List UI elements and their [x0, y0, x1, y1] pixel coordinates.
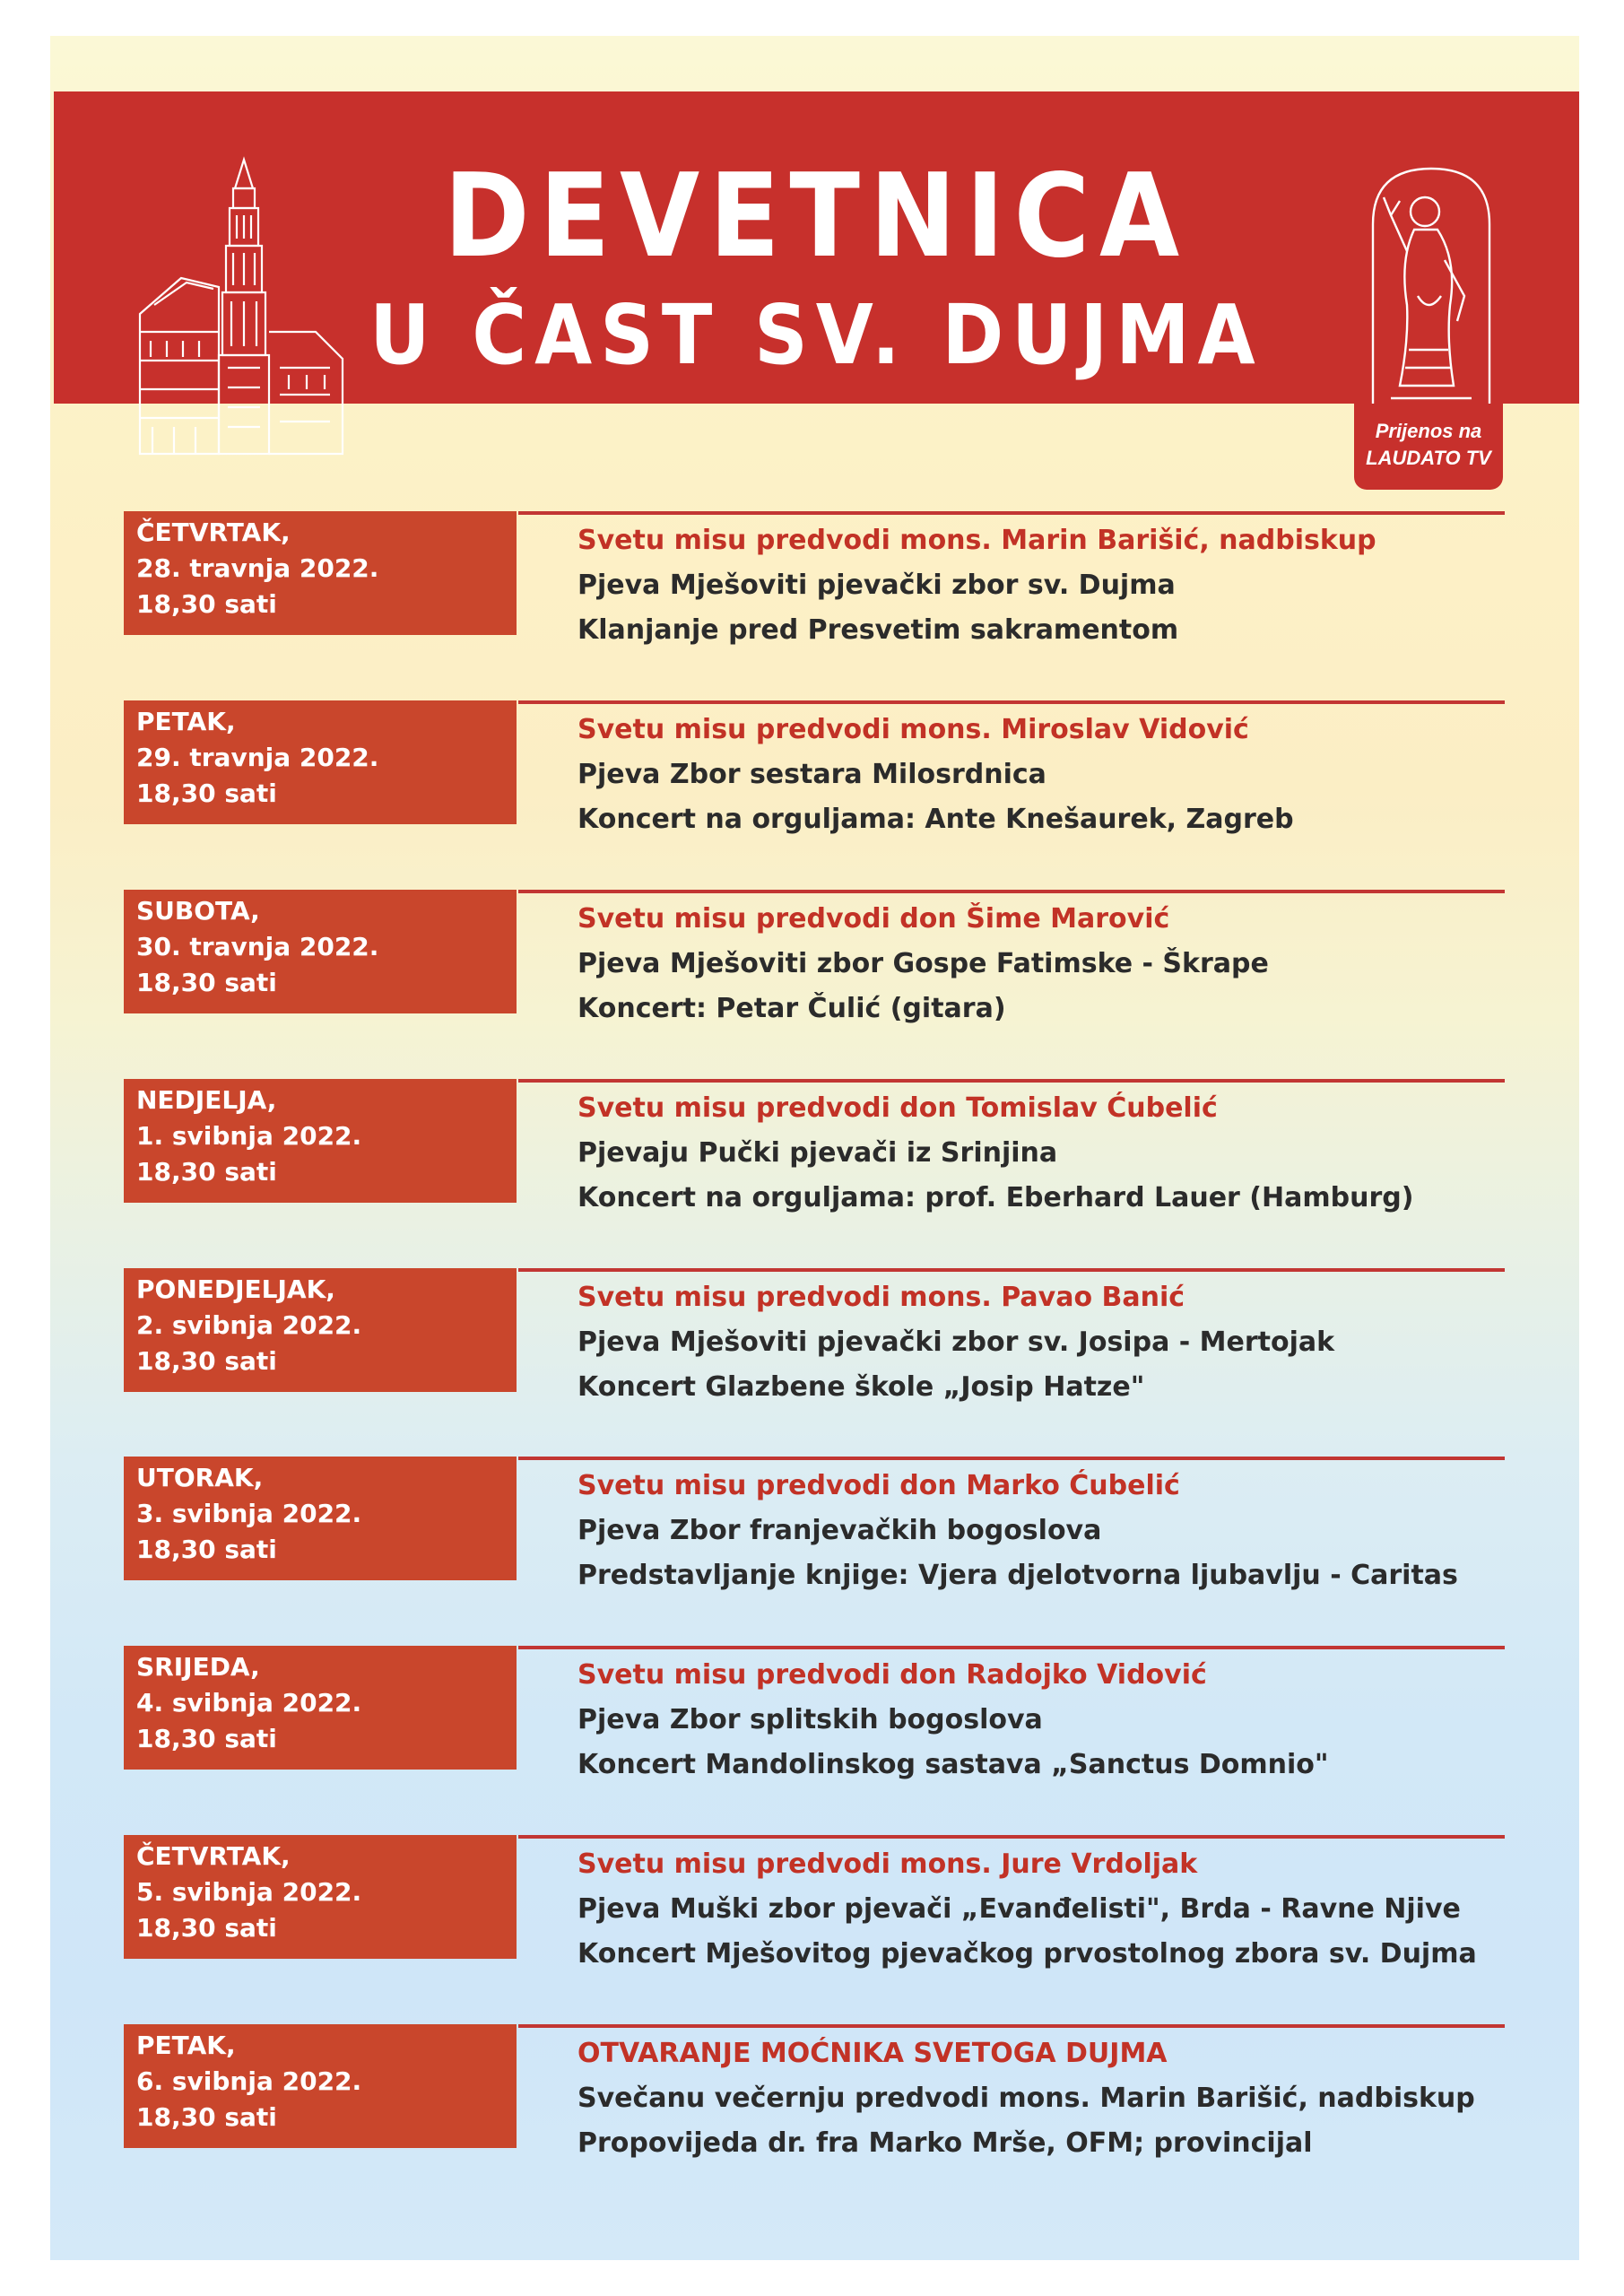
time-label: 18,30 sati — [136, 1724, 277, 1753]
date-box — [124, 700, 517, 824]
day-label: PETAK, — [136, 2031, 236, 2060]
divider-line — [518, 1835, 1505, 1839]
day-label: SRIJEDA, — [136, 1652, 260, 1682]
broadcast-line-1: Prijenos na — [1375, 420, 1482, 442]
schedule-row-7 — [50, 1646, 1579, 1798]
extra-line: Koncert Mješovitog pjevačkog prvostolnog zbora sv. Dujma — [578, 1938, 1477, 1970]
time-label: 18,30 sati — [136, 778, 277, 808]
date-label: 30. travnja 2022. — [136, 932, 379, 961]
celebrant-line: Svetu misu predvodi don Radojko Vidović — [578, 1659, 1207, 1691]
title-u-cast-sv-dujma: U ČAST SV. DUJMA — [369, 287, 1264, 383]
divider-line — [518, 1079, 1505, 1083]
date-label: 4. svibnja 2022. — [136, 1688, 362, 1718]
extra-line: Predstavljanje knjige: Vjera djelotvorna ljubavlju - Caritas — [578, 1560, 1458, 1591]
day-label: NEDJELJA, — [136, 1085, 277, 1115]
divider-line — [518, 2024, 1505, 2028]
broadcast-line-2: LAUDATO TV — [1366, 447, 1491, 469]
event-details — [578, 1842, 1564, 1977]
celebrant-line: Svetu misu predvodi mons. Miroslav Vidović — [578, 714, 1249, 745]
time-label: 18,30 sati — [136, 1913, 277, 1943]
event-details — [578, 518, 1564, 653]
divider-line — [518, 1268, 1505, 1272]
day-label: PETAK, — [136, 707, 236, 736]
celebrant-line: OTVARANJE MOĆNIKA SVETOGA DUJMA — [578, 2038, 1168, 2069]
choir-line: Pjevaju Pučki pjevači iz Srinjina — [578, 1137, 1058, 1169]
divider-line — [518, 511, 1505, 515]
choir-line: Pjeva Mješoviti pjevački zbor sv. Josipa - Mertojak — [578, 1326, 1335, 1358]
extra-line: Koncert Mandolinskog sastava „Sanctus Domnio" — [578, 1749, 1329, 1780]
choir-line: Svečanu večernju predvodi mons. Marin Barišić, nadbiskup — [578, 2083, 1475, 2114]
title-devetnica: DEVETNICA — [444, 150, 1189, 283]
extra-line: Koncert na orguljama: Ante Knešaurek, Zagreb — [578, 804, 1294, 835]
date-box — [124, 1079, 517, 1203]
extra-line: Koncert Glazbene škole „Josip Hatze" — [578, 1371, 1145, 1403]
date-label: 29. travnja 2022. — [136, 743, 379, 772]
time-label: 18,30 sati — [136, 1346, 277, 1376]
choir-line: Pjeva Muški zbor pjevači „Evanđelisti", Brda - Ravne Njive — [578, 1893, 1461, 1925]
schedule-row-9 — [50, 2024, 1579, 2177]
day-label: PONEDJELJAK, — [136, 1274, 335, 1304]
date-label: 6. svibnja 2022. — [136, 2066, 362, 2096]
date-box — [124, 1457, 517, 1580]
choir-line: Pjeva Mješoviti zbor Gospe Fatimske - Škrape — [578, 948, 1269, 979]
divider-line — [518, 700, 1505, 704]
date-box — [124, 511, 517, 635]
choir-line: Pjeva Zbor franjevačkih bogoslova — [578, 1515, 1102, 1546]
time-label: 18,30 sati — [136, 968, 277, 997]
day-label: ČETVRTAK, — [136, 1841, 291, 1871]
date-label: 28. travnja 2022. — [136, 553, 379, 583]
extra-line: Propovijeda dr. fra Marko Mrše, OFM; provincijal — [578, 2127, 1313, 2159]
event-details — [578, 1653, 1564, 1787]
poster — [50, 36, 1579, 2260]
time-label: 18,30 sati — [136, 2102, 277, 2132]
celebrant-line: Svetu misu predvodi don Šime Marović — [578, 903, 1170, 935]
divider-line — [518, 1646, 1505, 1649]
date-box — [124, 1268, 517, 1392]
date-box — [124, 890, 517, 1013]
schedule-row-8 — [50, 1835, 1579, 1987]
schedule-row-3 — [50, 890, 1579, 1042]
choir-line: Pjeva Zbor splitskih bogoslova — [578, 1704, 1043, 1735]
broadcast-badge — [1354, 404, 1503, 490]
schedule-row-6 — [50, 1457, 1579, 1609]
celebrant-line: Svetu misu predvodi mons. Marin Barišić, nadbiskup — [578, 525, 1376, 556]
day-label: UTORAK, — [136, 1463, 264, 1492]
date-box — [124, 1646, 517, 1770]
event-details — [578, 2031, 1564, 2166]
time-label: 18,30 sati — [136, 1535, 277, 1564]
schedule-row-4 — [50, 1079, 1579, 1231]
divider-line — [518, 890, 1505, 893]
extra-line: Koncert: Petar Čulić (gitara) — [578, 993, 1006, 1024]
schedule-row-1 — [50, 511, 1579, 664]
event-details — [578, 1086, 1564, 1221]
event-details — [578, 1275, 1564, 1410]
date-label: 5. svibnja 2022. — [136, 1877, 362, 1907]
celebrant-line: Svetu misu predvodi mons. Jure Vrdoljak — [578, 1848, 1198, 1880]
event-details — [578, 897, 1564, 1031]
day-label: ČETVRTAK, — [136, 517, 291, 547]
day-label: SUBOTA, — [136, 896, 260, 926]
celebrant-line: Svetu misu predvodi mons. Pavao Banić — [578, 1282, 1185, 1313]
time-label: 18,30 sati — [136, 589, 277, 619]
time-label: 18,30 sati — [136, 1157, 277, 1187]
schedule-row-2 — [50, 700, 1579, 853]
extra-line: Koncert na orguljama: prof. Eberhard Lauer (Hamburg) — [578, 1182, 1414, 1213]
choir-line: Pjeva Zbor sestara Milosrdnica — [578, 759, 1046, 790]
date-label: 3. svibnja 2022. — [136, 1499, 362, 1528]
date-box — [124, 2024, 517, 2148]
schedule-row-5 — [50, 1268, 1579, 1421]
date-label: 2. svibnja 2022. — [136, 1310, 362, 1340]
event-details — [578, 708, 1564, 842]
celebrant-line: Svetu misu predvodi don Tomislav Ćubelić — [578, 1092, 1218, 1124]
celebrant-line: Svetu misu predvodi don Marko Ćubelić — [578, 1470, 1180, 1501]
date-box — [124, 1835, 517, 1959]
extra-line: Klanjanje pred Presvetim sakramentom — [578, 614, 1179, 646]
header-banner — [54, 91, 1579, 404]
divider-line — [518, 1457, 1505, 1460]
event-details — [578, 1464, 1564, 1598]
date-label: 1. svibnja 2022. — [136, 1121, 362, 1151]
choir-line: Pjeva Mješoviti pjevački zbor sv. Dujma — [578, 570, 1176, 601]
